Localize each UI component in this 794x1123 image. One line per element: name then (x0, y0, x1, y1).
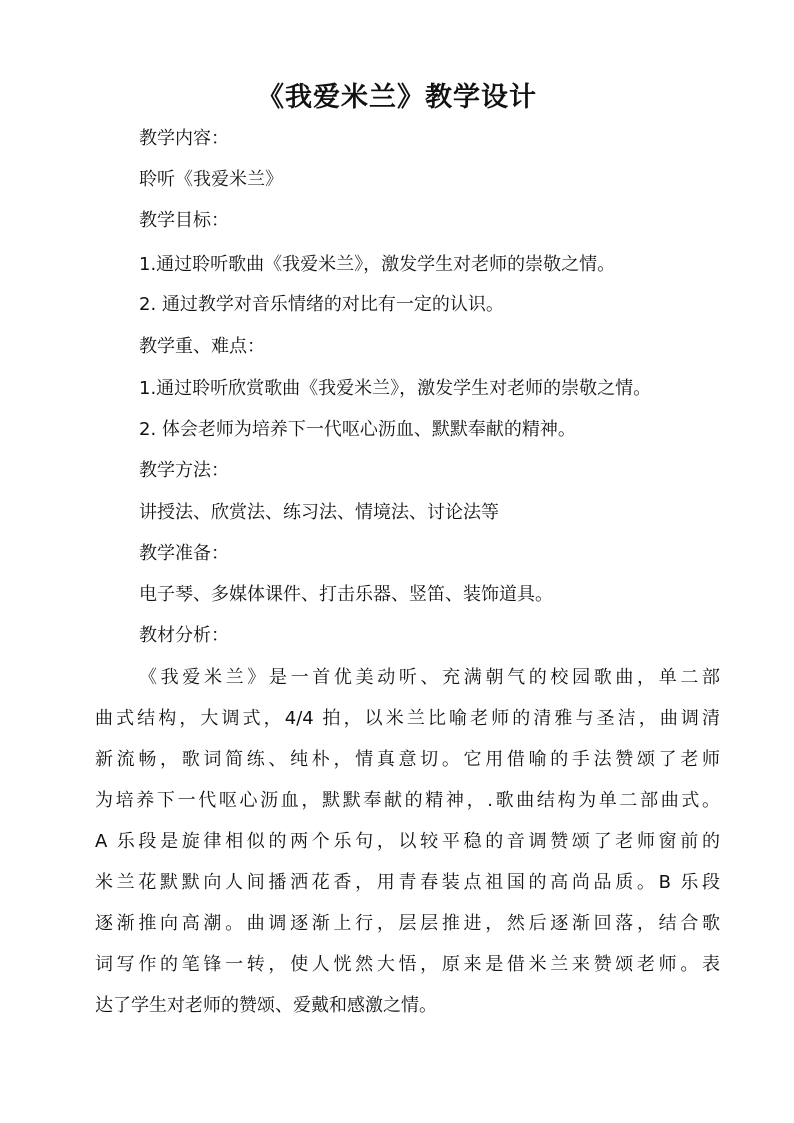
analysis-paragraph (95, 664, 720, 1033)
goal-item-1: 1.通过聆听歌曲《我爱米兰》，激发学生对老师的崇敬之情。 (139, 254, 616, 275)
analysis-line: 为培养下一代呕心沥血，默默奉献的精神，.歌曲结构为单二部曲式。 (95, 790, 720, 811)
analysis-line: A 乐段是旋律相似的两个乐句，以较平稳的音调赞颂了老师窗前的 (95, 831, 720, 852)
analysis-line: 逐渐推向高潮。曲调逐渐上行，层层推进，然后逐渐回落，结合歌 (95, 913, 720, 934)
key-point-item-2: 2. 体会老师为培养下一代呕心沥血、默默奉献的精神。 (139, 419, 576, 440)
content-text: 聆听《我爱米兰》 (139, 169, 283, 190)
section-heading-methods: 教学方法： (139, 460, 229, 481)
section-heading-goals: 教学目标： (139, 210, 229, 231)
section-heading-preparation: 教学准备： (139, 543, 229, 564)
analysis-line: 《我爱米兰》是一首优美动听、充满朝气的校园歌曲，单二部 (139, 667, 720, 688)
preparation-text: 电子琴、多媒体课件、打击乐器、竖笛、装饰道具。 (139, 584, 553, 605)
section-heading-content: 教学内容： (139, 128, 229, 149)
analysis-line: 词写作的笔锋一转，使人恍然大悟，原来是借米兰来赞颂老师。表 (95, 954, 720, 975)
analysis-line: 新流畅，歌词简练、纯朴，情真意切。它用借喻的手法赞颂了老师 (95, 749, 720, 770)
section-heading-key-points: 教学重、难点： (139, 336, 265, 357)
analysis-line: 达了学生对老师的赞颂、爱戴和感激之情。 (95, 995, 437, 1016)
analysis-line: 曲式结构，大调式，4/4 拍，以米兰比喻老师的清雅与圣洁，曲调清 (95, 708, 720, 729)
key-point-item-1: 1.通过聆听欣赏歌曲《我爱米兰》，激发学生对老师的崇敬之情。 (139, 378, 652, 399)
document-title: 《我爱米兰》教学设计 (257, 82, 537, 113)
goal-item-2: 2. 通过教学对音乐情绪的对比有一定的认识。 (139, 294, 504, 315)
section-heading-analysis: 教材分析： (139, 625, 229, 646)
analysis-line: 米兰花默默向人间播洒花香，用青春装点祖国的高尚品质。B 乐段 (95, 872, 720, 893)
methods-text: 讲授法、欣赏法、练习法、情境法、讨论法等 (139, 502, 499, 523)
